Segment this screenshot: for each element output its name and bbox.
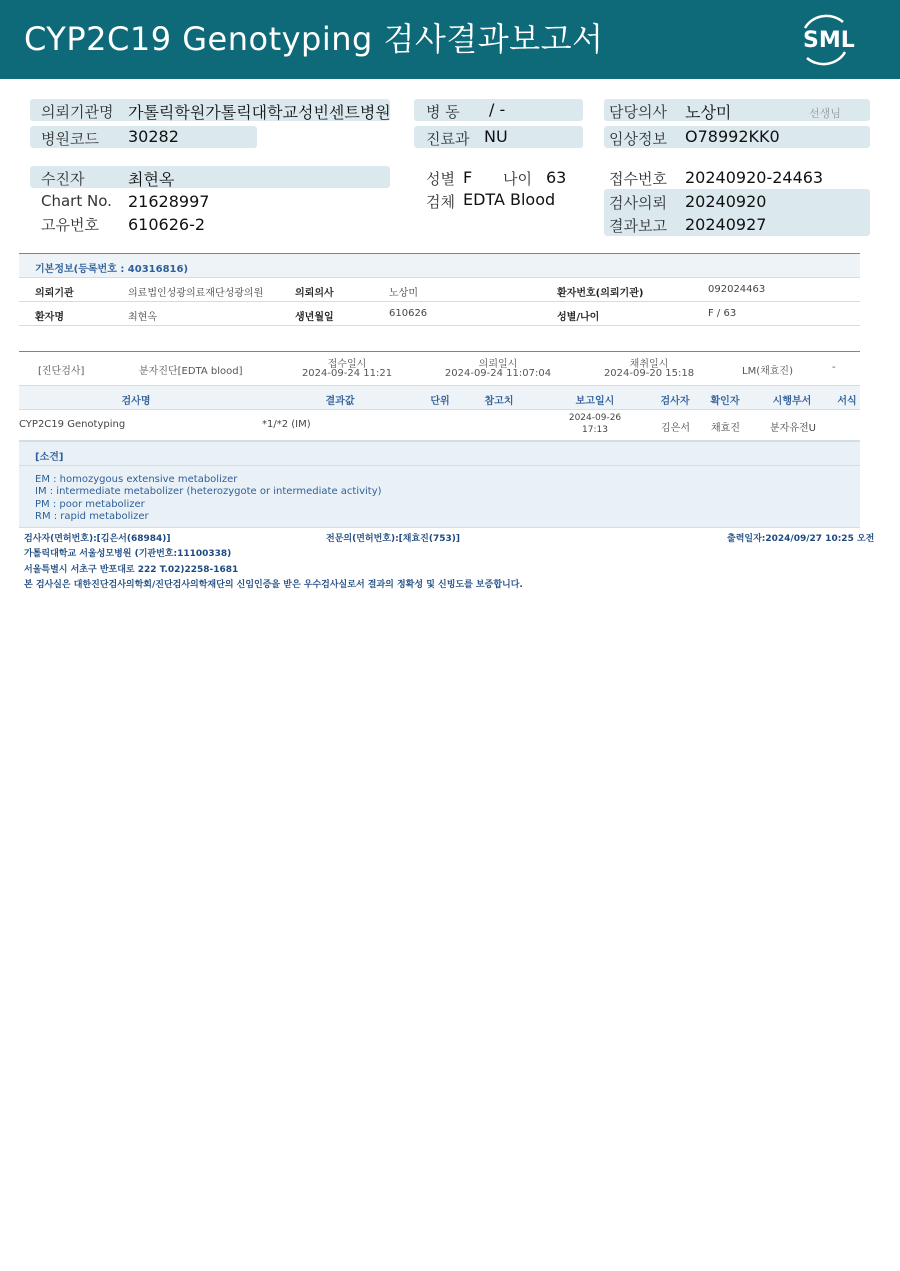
patient-name-label: 환자명 xyxy=(35,312,64,323)
patient-value: 최현옥 xyxy=(128,170,175,189)
sex-age-label: 성별/나이 xyxy=(557,312,600,323)
clinical-value: O78992KK0 xyxy=(685,127,780,146)
patient-no-value: 092024463 xyxy=(708,284,766,295)
receipt-label: 접수번호 xyxy=(609,170,667,188)
received-label: 접수일시 xyxy=(327,359,367,370)
finding-line: IM : intermediate metabolizer (heterozygote or intermediate activity) xyxy=(35,486,382,497)
requested-value: 2024-09-24 11:07:04 xyxy=(444,368,552,379)
hospital-code-value: 30282 xyxy=(128,127,179,146)
ward-label: 병 동 xyxy=(426,103,460,121)
report-label: 결과보고 xyxy=(609,217,667,235)
unique-value: 610626-2 xyxy=(128,215,206,234)
col-test-name: 검사명 xyxy=(121,396,151,407)
logo-text: SML xyxy=(803,28,855,53)
row-department: 분자유전U xyxy=(770,423,816,434)
findings-divider xyxy=(19,465,860,466)
specimen-value: EDTA Blood xyxy=(463,190,556,209)
col-result: 결과값 xyxy=(325,396,355,407)
requested-label: 의뢰일시 xyxy=(478,359,518,370)
request-label: 검사의뢰 xyxy=(609,194,667,212)
hospital-code-label: 병원코드 xyxy=(41,130,99,148)
col-department: 시행부서 xyxy=(772,396,812,407)
age-value: 63 xyxy=(546,168,567,187)
request-value: 20240920 xyxy=(685,192,767,211)
dept-label: 진료과 xyxy=(426,130,470,148)
footer-specialist: 전문의(면허번호):[채효진(753)] xyxy=(326,534,461,544)
col-reference: 참고치 xyxy=(484,396,514,407)
dept-value: NU xyxy=(484,127,508,146)
doctor-label: 담당의사 xyxy=(609,103,667,121)
patient-label: 수진자 xyxy=(41,170,85,188)
clinical-label: 임상정보 xyxy=(609,130,667,148)
chart-value: 21628997 xyxy=(128,192,210,211)
finding-line: EM : homozygous extensive metabolizer xyxy=(35,474,238,485)
ward-value: / - xyxy=(489,100,506,119)
sml-logo xyxy=(795,12,855,66)
basic-info-title: 기본정보(등록번호 : 40316816) xyxy=(35,264,189,275)
sex-value: F xyxy=(463,168,473,187)
diagnosis-category: [진단검사] xyxy=(38,366,85,377)
row-tester: 김은서 xyxy=(661,423,690,434)
row-report-date: 2024-09-26 xyxy=(568,413,622,423)
diagnosis-type: 분자진단[EDTA blood] xyxy=(139,366,243,377)
col-unit: 단위 xyxy=(430,396,450,407)
col-report-date: 보고일시 xyxy=(575,396,615,407)
footer-certification: 본 검사실은 대한진단검사의학회/진단검사의학재단의 신임인증을 받은 우수검사실로서 결과의 정확성 및 신빙도를 보증합니다. xyxy=(24,580,523,590)
lm-value: - xyxy=(832,362,836,373)
specimen-label: 검체 xyxy=(426,193,455,211)
footer-hospital: 가톨릭대학교 서울성모병원 (기관번호:11100338) xyxy=(24,549,232,559)
requesting-inst-value: 의료법인성광의료재단성광의원 xyxy=(128,288,264,299)
col-confirmer: 확인자 xyxy=(710,396,740,407)
chart-label: Chart No. xyxy=(41,192,112,210)
lm-label: LM(채효진) xyxy=(742,366,793,377)
sex-label: 성별 xyxy=(426,170,455,188)
footer-address: 서울특별시 서초구 반포대로 222 T.02)2258-1681 xyxy=(24,565,239,575)
collected-value: 2024-09-20 15:18 xyxy=(603,368,695,379)
birth-label: 생년월일 xyxy=(295,312,334,323)
report-value: 20240927 xyxy=(685,215,767,234)
row-test-name: CYP2C19 Genotyping xyxy=(19,419,126,430)
received-value: 2024-09-24 11:21 xyxy=(301,368,393,379)
footer-tester: 검사자(면허번호):[김은서(68984)] xyxy=(24,534,171,544)
col-form: 서식 xyxy=(837,396,857,407)
report-header xyxy=(0,0,900,79)
collected-label: 채취일시 xyxy=(629,359,669,370)
doctor-value: 노상미 xyxy=(685,103,732,122)
row-result: *1/*2 (IM) xyxy=(262,419,311,430)
unique-label: 고유번호 xyxy=(41,216,99,234)
doctor-suffix: 선생님 xyxy=(809,107,841,120)
birth-value: 610626 xyxy=(389,308,428,319)
col-tester: 검사자 xyxy=(660,396,690,407)
finding-line: RM : rapid metabolizer xyxy=(35,511,149,522)
requesting-inst-label: 의뢰기관 xyxy=(35,288,74,299)
finding-line: PM : poor metabolizer xyxy=(35,499,145,510)
report-title: CYP2C19 Genotyping 검사결과보고서 xyxy=(24,20,604,58)
footer-printed: 출력일자:2024/09/27 10:25 오전 xyxy=(727,534,875,544)
sex-age-value: F / 63 xyxy=(708,308,737,319)
row-report-time: 17:13 xyxy=(582,425,608,435)
requesting-doctor-label: 의뢰의사 xyxy=(295,288,334,299)
institution-value: 가톨릭학원가톨릭대학교성빈센트병원 xyxy=(128,103,391,122)
row-confirmer: 채효진 xyxy=(711,423,740,434)
findings-title: [소견] xyxy=(35,452,64,463)
patient-name-value: 최현옥 xyxy=(128,312,157,323)
patient-no-label: 환자번호(의뢰기관) xyxy=(557,288,644,299)
requesting-doctor-value: 노상미 xyxy=(389,288,418,299)
institution-label: 의뢰기관명 xyxy=(41,103,114,121)
age-label: 나이 xyxy=(503,170,532,188)
receipt-value: 20240920-24463 xyxy=(685,168,824,187)
